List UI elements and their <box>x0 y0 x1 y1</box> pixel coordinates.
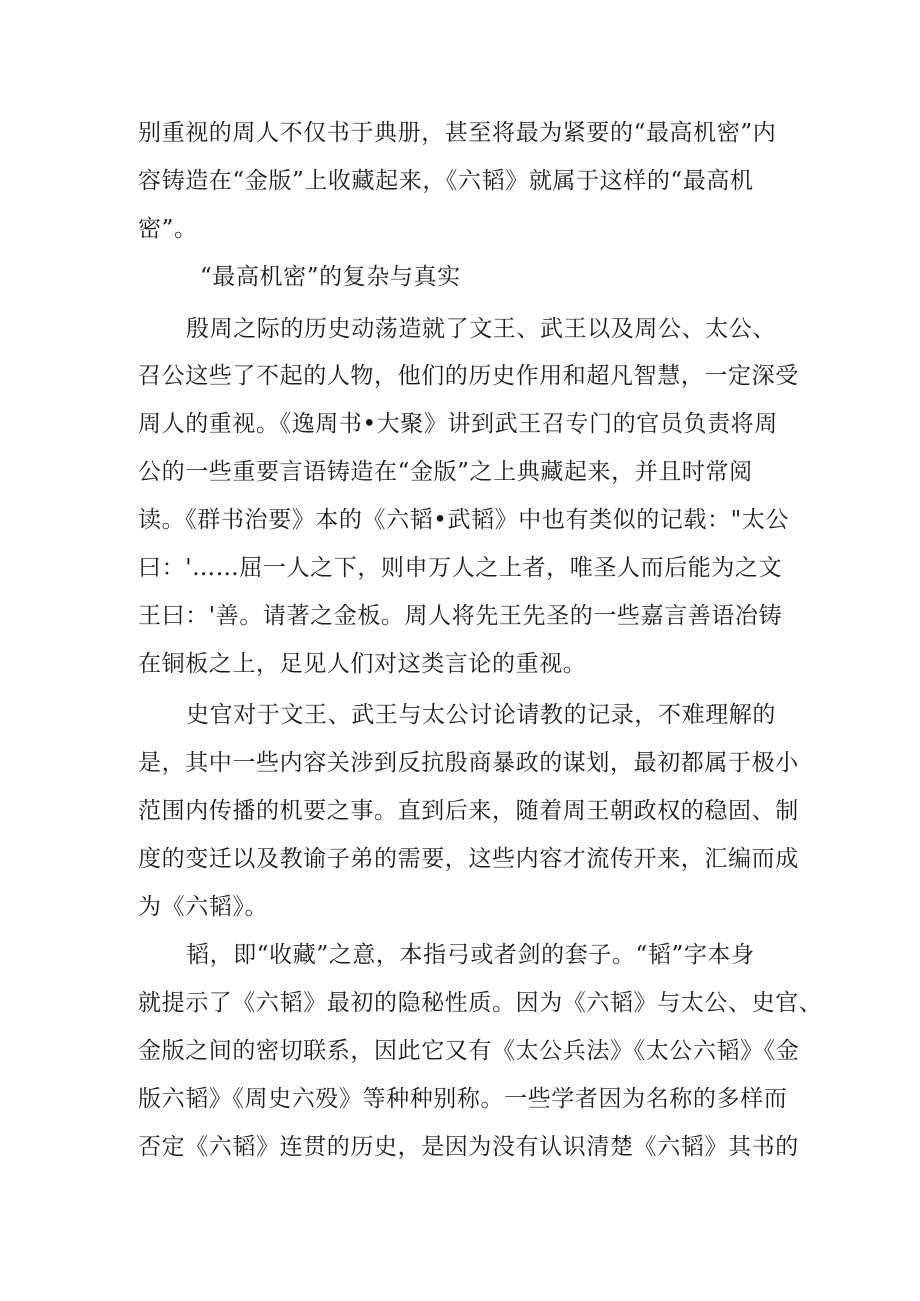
text-line: 公的一些重要言语铸造在“金版”之上典藏起来，并且时常阅 <box>138 459 753 485</box>
text-line: 王曰：'善。请著之金板。周人将先王先圣的一些嘉言善语冶铸 <box>138 603 783 629</box>
text-line: 版六韬》《周史六殁》等种种别称。一些学者因为名称的多样而 <box>138 1086 788 1112</box>
text-line: 召公这些了不起的人物，他们的历史作用和超凡智慧，一定深受 <box>138 363 799 389</box>
text-line: 在铜板之上，足见人们对这类言论的重视。 <box>138 651 587 677</box>
text-line: 就提示了《六韬》最初的隐秘性质。因为《六韬》与太公、史官、 <box>138 990 823 1016</box>
text-line: 范围内传播的机要之事。直到后来，随着周王朝政权的稳固、制 <box>138 798 799 824</box>
text-line: 史官对于文王、武王与太公讨论请教的记录，不难理解的 <box>186 702 776 728</box>
text-line: 曰：'……屈一人之下，则申万人之上者，唯圣人而后能为之文 <box>138 555 783 581</box>
text-line: 别重视的周人不仅书于典册，甚至将最为紧要的“最高机密”内 <box>138 120 777 146</box>
text-line: 为《六韬》。 <box>138 894 269 920</box>
text-line: 韬，即“收藏”之意，本指弓或者剑的套子。“韬”字本身 <box>186 942 755 968</box>
text-line: 是，其中一些内容关涉到反抗殷商暴政的谋划，最初都属于极小 <box>138 750 799 776</box>
text-line: 金版之间的密切联系，因此它又有《太公兵法》《太公六韬》《金 <box>138 1038 800 1064</box>
section-heading: “最高机密”的复杂与真实 <box>200 264 461 290</box>
text-line: 度的变迁以及教谕子弟的需要，这些内容才流传开来，汇编而成 <box>138 846 799 872</box>
text-line: 周人的重视。《逸周书•大聚》讲到武王召专门的官员负责将周 <box>138 411 778 437</box>
text-line: 殷周之际的历史动荡造就了文王、武王以及周公、太公、 <box>186 316 776 342</box>
text-line: 容铸造在“金版”上收藏起来，《六韬》就属于这样的“最高机 <box>138 168 754 194</box>
text-line: 否定《六韬》连贯的历史，是因为没有认识清楚《六韬》其书的 <box>138 1134 799 1160</box>
text-line: 密”。 <box>138 216 198 242</box>
text-line: 读。《群书治要》本的《六韬•武韬》中也有类似的记载："太公 <box>138 507 790 533</box>
